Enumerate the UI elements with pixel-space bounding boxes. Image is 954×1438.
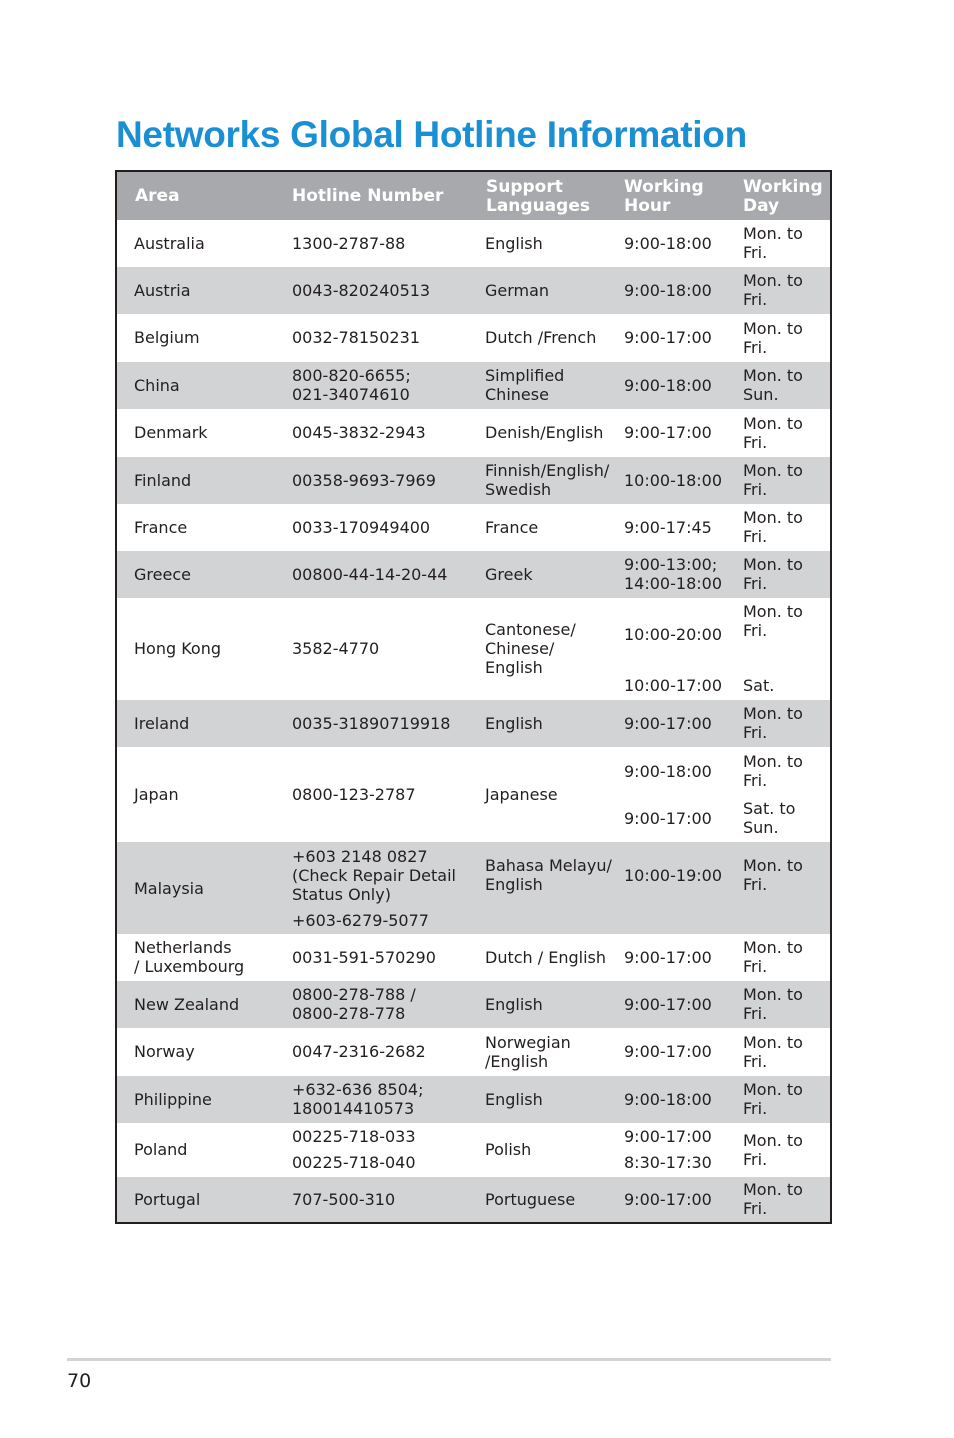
hotline-cell: 0031-591-570290 [292,948,436,967]
table-row [117,981,830,1028]
table-row [117,409,830,457]
hotline-cell: 0800-278-788 / 0800-278-778 [292,985,416,1023]
hotline-cell: 0047-2316-2682 [292,1042,426,1061]
day-cell: Mon. to Fri. [743,856,803,894]
page-number: 70 [67,1370,92,1392]
footer-divider [67,1358,831,1361]
table-header [117,172,830,220]
area-cell: Japan [134,785,179,804]
hour-cell: 9:00-13:00; 14:00-18:00 [624,555,722,593]
day-cell: Mon. to Fri. [743,1033,803,1071]
table-row [117,1123,830,1177]
language-cell: English [485,714,543,733]
hour-cell: 9:00-17:00 [624,328,712,347]
language-cell: Japanese [485,785,558,804]
day-cell: Mon. to Fri. [743,1131,803,1169]
day-cell: Mon. to Fri. [743,555,803,593]
day-cell: Mon. to Fri. [743,1080,803,1118]
table-row [117,267,830,314]
area-cell: France [134,518,188,537]
hotline-cell: 0043-820240513 [292,281,431,300]
language-cell: Dutch / English [485,948,607,967]
hour-cell: 9:00-17:00 [624,948,712,967]
hotline-cell: 0800-123-2787 [292,785,416,804]
hotline-cell: 0032-78150231 [292,328,420,347]
language-cell: Norwegian /English [485,1033,571,1071]
language-cell: Denish/English [485,423,604,442]
language-cell: Greek [485,565,533,584]
language-cell: English [485,995,543,1014]
hotline-table [115,170,832,1224]
header-working-day: Working Day [743,177,823,216]
area-cell: New Zealand [134,995,240,1014]
language-cell: English [485,1090,543,1109]
table-row [117,598,830,700]
hour-cell: 9:00-18:00 [624,762,712,781]
area-cell: Austria [134,281,191,300]
language-cell: Simplified Chinese [485,366,565,404]
area-cell: Malaysia [134,879,204,898]
hotline-cell-secondary: 00225-718-040 [292,1153,416,1172]
hour-cell: 9:00-17:00 [624,423,712,442]
day-cell: Mon. to Fri. [743,319,803,357]
area-cell: Ireland [134,714,190,733]
language-cell: Cantonese/ Chinese/ English [485,620,576,677]
day-cell: Mon. to Fri. [743,938,803,976]
hotline-cell: 1300-2787-88 [292,234,406,253]
hotline-cell: 0045-3832-2943 [292,423,426,442]
table-row [117,1076,830,1123]
day-cell: Mon. to Fri. [743,508,803,546]
table-row [117,1028,830,1076]
hour-cell-secondary: 8:30-17:30 [624,1153,712,1172]
hour-cell: 9:00-18:00 [624,234,712,253]
hotline-cell: 00800-44-14-20-44 [292,565,448,584]
hotline-cell: 3582-4770 [292,639,380,658]
hour-cell: 9:00-17:00 [624,714,712,733]
table-row [117,842,830,934]
hotline-cell: +603 2148 0827 (Check Repair Detail Status Only) [292,847,456,904]
day-cell-secondary: Sat. [743,676,775,695]
hour-cell: 9:00-18:00 [624,1090,712,1109]
area-cell: China [134,376,180,395]
hour-cell: 10:00-19:00 [624,866,722,885]
table-row [117,934,830,981]
hotline-cell: 0033-170949400 [292,518,431,537]
day-cell: Mon. to Fri. [743,224,803,262]
hour-cell: 9:00-18:00 [624,376,712,395]
hotline-cell: 707-500-310 [292,1190,396,1209]
area-cell: Portugal [134,1190,201,1209]
language-cell: France [485,518,539,537]
hotline-cell: 0035-31890719918 [292,714,451,733]
hour-cell: 9:00-17:00 [624,1190,712,1209]
area-cell: Philippine [134,1090,212,1109]
hour-cell: 9:00-17:00 [624,1042,712,1061]
area-cell: Norway [134,1042,195,1061]
hour-cell-secondary: 9:00-17:00 [624,809,712,828]
day-cell: Mon. to Fri. [743,1180,803,1218]
header-hotline-number: Hotline Number [292,186,444,206]
page-title: Networks Global Hotline Information [116,114,747,155]
header-working-hour: Working Hour [624,177,704,216]
language-cell: Polish [485,1140,532,1159]
day-cell: Mon. to Fri. [743,985,803,1023]
area-cell: Netherlands / Luxembourg [134,938,245,976]
hotline-cell: 00225-718-033 [292,1127,416,1146]
hotline-cell: 800-820-6655; 021-34074610 [292,366,411,404]
hour-cell-secondary: 10:00-17:00 [624,676,722,695]
header-area: Area [135,186,180,206]
hour-cell: 9:00-17:45 [624,518,712,537]
hotline-cell: 00358-9693-7969 [292,471,436,490]
language-cell: German [485,281,550,300]
table-row [117,551,830,598]
day-cell: Mon. to Fri. [743,704,803,742]
area-cell: Poland [134,1140,188,1159]
language-cell: Dutch /French [485,328,597,347]
day-cell: Mon. to Fri. [743,271,803,309]
area-cell: Belgium [134,328,200,347]
hour-cell: 10:00-20:00 [624,625,722,644]
header-support-languages: Support Languages [486,177,590,216]
table-row [117,314,830,362]
area-cell: Finland [134,471,192,490]
table-row [117,457,830,504]
hotline-cell: +632-636 8504; 180014410573 [292,1080,424,1118]
language-cell: Finnish/English/ Swedish [485,461,610,499]
day-cell: Mon. to Fri. [743,752,803,790]
hotline-cell-secondary: +603-6279-5077 [292,911,429,930]
table-row [117,220,830,267]
table-row [117,700,830,747]
day-cell: Mon. to Fri. [743,414,803,452]
hour-cell: 9:00-18:00 [624,281,712,300]
language-cell: English [485,234,543,253]
area-cell: Australia [134,234,205,253]
area-cell: Hong Kong [134,639,221,658]
day-cell: Mon. to Fri. [743,461,803,499]
area-cell: Greece [134,565,191,584]
area-cell: Denmark [134,423,208,442]
hour-cell: 10:00-18:00 [624,471,722,490]
language-cell: Portuguese [485,1190,576,1209]
table-row [117,504,830,551]
day-cell: Mon. to Fri. [743,602,803,640]
table-row [117,1177,830,1222]
table-row [117,362,830,409]
table-row [117,747,830,842]
day-cell-secondary: Sat. to Sun. [743,799,796,837]
day-cell: Mon. to Sun. [743,366,803,404]
hour-cell: 9:00-17:00 [624,995,712,1014]
language-cell: Bahasa Melayu/ English [485,856,612,894]
hour-cell: 9:00-17:00 [624,1127,712,1146]
